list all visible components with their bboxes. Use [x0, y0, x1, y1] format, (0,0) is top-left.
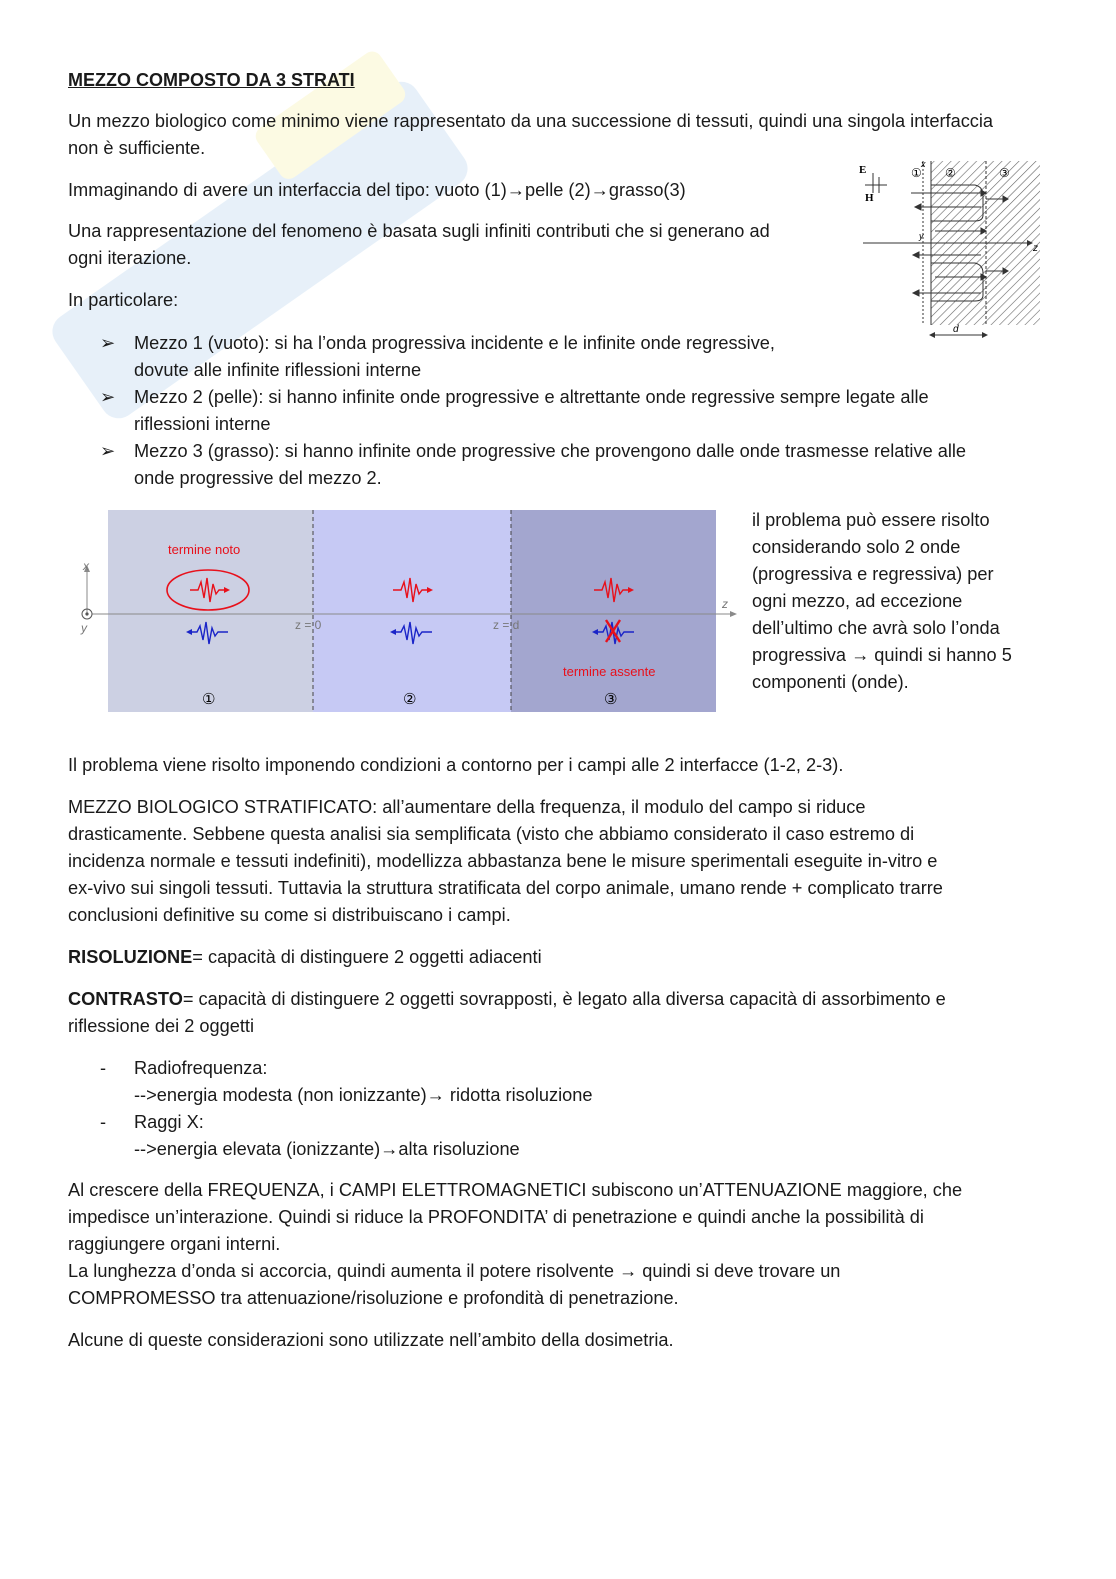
thickness-label: d [953, 324, 959, 335]
y-axis-label: y [81, 621, 87, 635]
medium-3-region [511, 510, 716, 712]
paragraph-in-particolare: In particolare: [68, 290, 179, 310]
paragraph-frequency-tradeoff: Al crescere della FREQUENZA, i CAMPI ELETTROMAGNETICI subiscono un’ATTENUAZIONE maggiore, che impedisce un’interazione. Quindi si riduce la PROFONDITA’ di penetrazione e quindi anche la possibilità di raggiungere organi interni. La lunghezza d’onda si accorcia, quindi aumenta il potere risolvente → quindi si deve trovare un COMPROMESSO tra attenuazione/risoluzione e profondità di penetrazione. [68, 1180, 963, 1308]
list-item: ➢ Mezzo 3 (grasso): si hanno infinite onde progressive che provengono dalle onde trasmesse relative alle onde progressive del mezzo 2. [100, 438, 966, 492]
interface-zd-label: z = d [493, 618, 520, 632]
page-title: MEZZO COMPOSTO DA 3 STRATI [68, 70, 355, 90]
interface-z0-label: z = 0 [295, 618, 322, 632]
medium-1-label: ① [911, 166, 922, 180]
list-item: - Raggi X: -->energia elevata (ionizzante)→alta risoluzione [100, 1112, 520, 1159]
bullet-arrow-icon: ➢ [100, 333, 116, 353]
medium-2-region [313, 510, 511, 712]
medium-1-label: ① [202, 691, 216, 708]
medium-1-region [108, 510, 313, 712]
paragraph-representation-line2: ogni iterazione. [68, 248, 192, 268]
paragraph-representation-line1: Una rappresentazione del fenomeno è basata sugli infiniti contributi che si generano ad [68, 221, 770, 241]
bullet-arrow-icon: ➢ [100, 441, 116, 461]
radiation-list [100, 1055, 592, 1163]
media-bullet-list [100, 330, 966, 492]
list-item: - Radiofrequenza: -->energia modesta (non ionizzante)→ ridotta risoluzione [100, 1058, 593, 1105]
list-item: ➢ Mezzo 1 (vuoto): si ha l’onda progressiva incidente e le infinite onde regressive, dovute alle infinite riflessioni interne [100, 330, 966, 384]
e-field-label: E [859, 164, 867, 176]
paragraph-dosimetry: Alcune di queste considerazioni sono utilizzate nell’ambito della dosimetria. [68, 1330, 674, 1350]
z-axis-label: z [1033, 243, 1038, 254]
termine-assente-label: termine assente [563, 664, 656, 679]
list-item: ➢ Mezzo 2 (pelle): si hanno infinite onde progressive e altrettante onde regressive sempre legate alle riflessioni interne [100, 384, 966, 438]
medium-3-label: ③ [999, 166, 1010, 180]
layered-media-schematic [855, 155, 1045, 345]
medium-2-label: ② [945, 166, 956, 180]
paragraph-stratified-medium: MEZZO BIOLOGICO STRATIFICATO: all’aumentare della frequenza, il modulo del campo si riduce drasticamente. Sebbene questa analisi sia semplificata (visto che abbiamo considerato il caso estremo di incidenza normale e tessuti indefiniti), modellizza abbastanza bene le misure sperimentali eseguite in-vitro e ex-vivo sui singoli tessuti. Tuttavia la struttura stratificata del corpo animale, umano rende + complicato trarre conclusioni definitive su come si distribuiscano i campi. [68, 797, 943, 925]
h-field-label: H [865, 192, 874, 204]
bullet-arrow-icon: ➢ [100, 387, 116, 407]
y-axis-label: y [919, 231, 924, 241]
three-media-waves-diagram [78, 508, 740, 718]
medium-2-label: ② [403, 691, 417, 708]
x-axis-label: x [921, 159, 926, 169]
x-axis-label: x [83, 559, 89, 573]
definition-contrasto: CONTRASTO= capacità di distinguere 2 oggetti sovrapposti, è legato alla diversa capacità di assorbimento e riflessione dei 2 oggetti [68, 989, 946, 1036]
paragraph-intro: Un mezzo biologico come minimo viene rappresentato da una successione di tessuti, quindi una singola interfaccia non è sufficiente. [68, 111, 994, 158]
z-axis-label: z [722, 597, 728, 611]
definition-risoluzione: RISOLUZIONE= capacità di distinguere 2 oggetti adiacenti [68, 947, 542, 967]
paragraph-interface: Immaginando di avere un interfaccia del tipo: vuoto (1)→pelle (2)→grasso(3) [68, 180, 686, 200]
termine-noto-label: termine noto [168, 542, 241, 557]
paragraph-boundary-conditions: Il problema viene risolto imponendo condizioni a contorno per i campi alle 2 interfacce (1-2, 2-3). [68, 755, 844, 775]
figure-side-note: il problema può essere risolto considerando solo 2 onde (progressiva e regressiva) per ogni mezzo, ad eccezione dell’ultimo che avrà solo l’onda progressiva → quindi si hanno 5 componenti (onde). [752, 510, 1012, 692]
medium-3-label: ③ [604, 691, 618, 708]
